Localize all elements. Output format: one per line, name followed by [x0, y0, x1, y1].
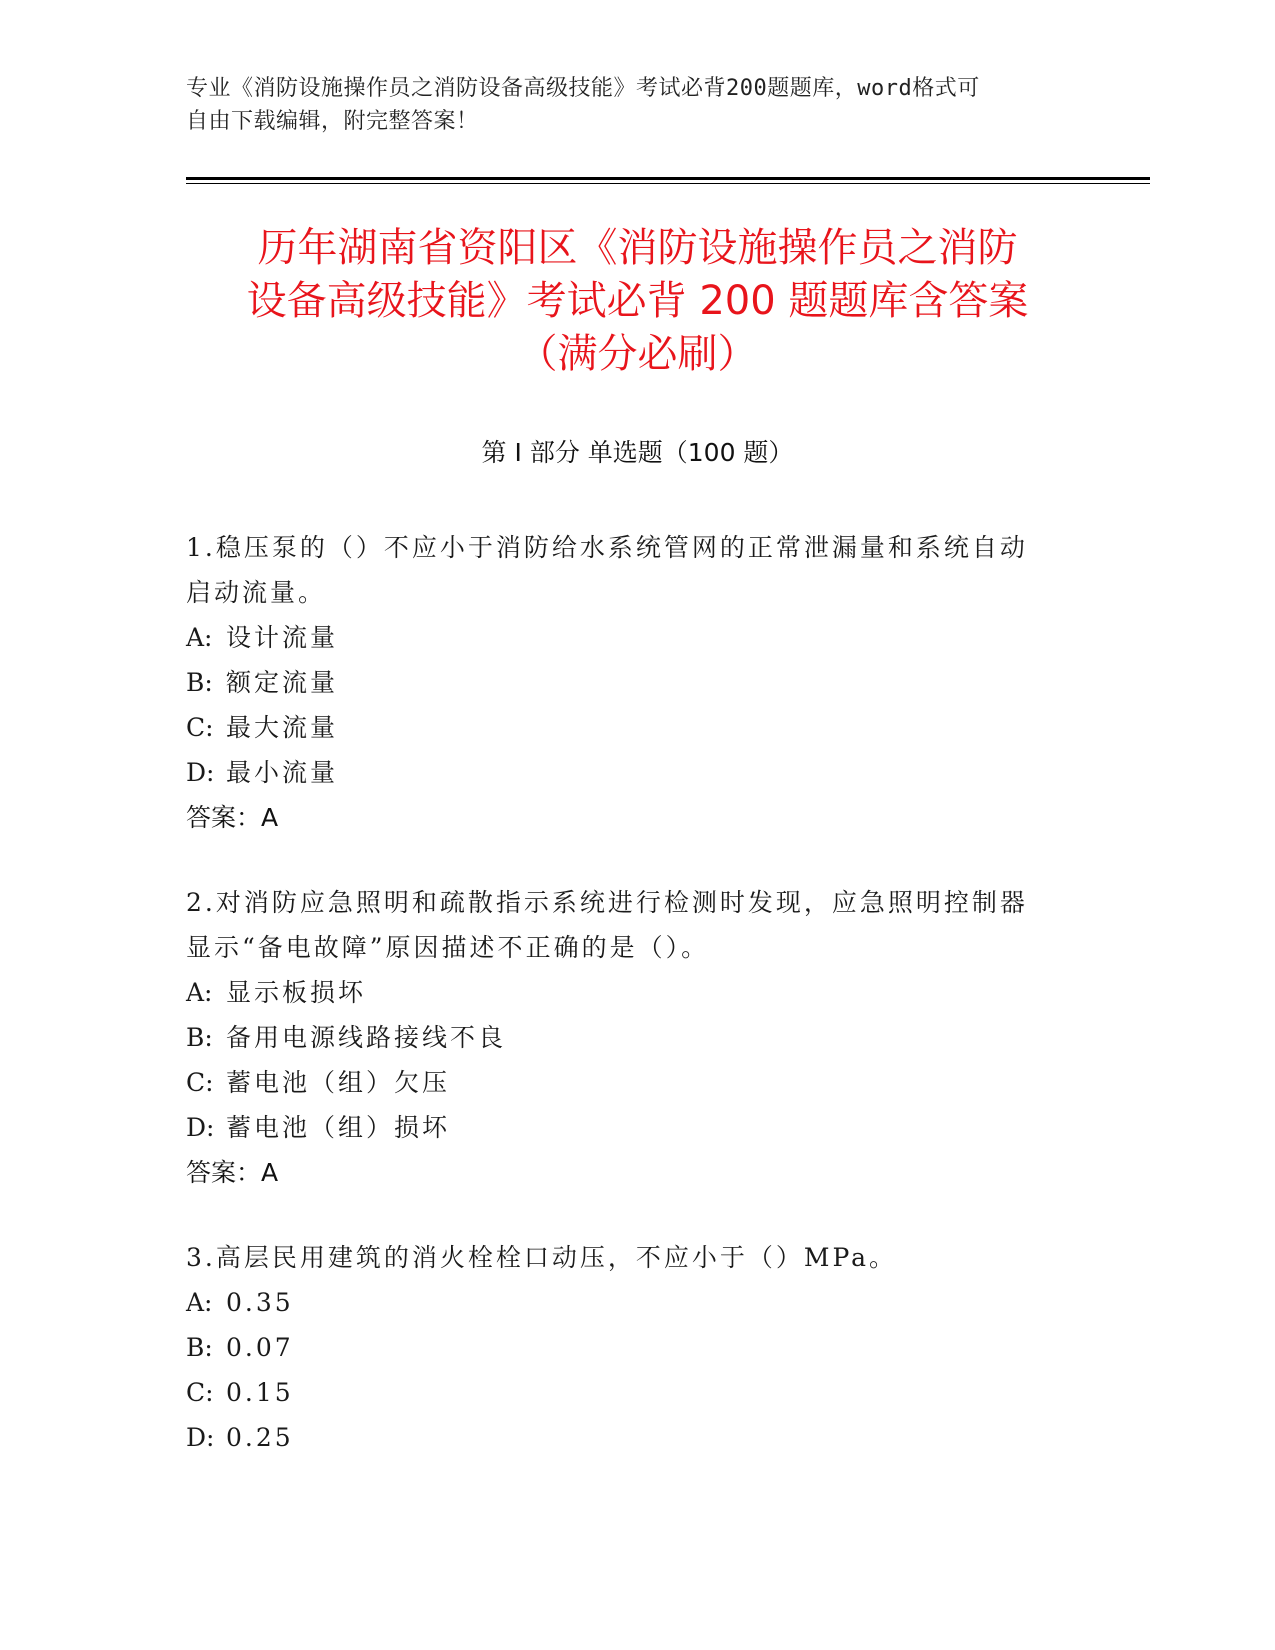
option-text: 0.25 [226, 1423, 294, 1452]
option-letter: D: [186, 758, 215, 787]
question-3 [186, 1235, 1086, 1460]
option-letter: C: [186, 1068, 214, 1097]
section-title: 第 I 部分 单选题（100 题） [481, 438, 794, 467]
question-list [186, 525, 1086, 1500]
option-a [186, 615, 1086, 660]
option-letter: C: [186, 1378, 214, 1407]
option-text: 最小流量 [226, 758, 339, 787]
option-letter: A: [186, 623, 213, 652]
header-divider-thin [186, 183, 1150, 184]
option-text: 0.35 [226, 1288, 294, 1317]
document-title [160, 222, 1115, 381]
option-b [186, 660, 1086, 705]
option-c [186, 1060, 1086, 1105]
document-title-line-2: 设备高级技能》考试必背 200 题题库含答案 [246, 278, 1029, 324]
option-text: 0.07 [226, 1333, 294, 1362]
question-text-line: 3.高层民用建筑的消火栓栓口动压，不应小于（）MPa。 [186, 1243, 898, 1272]
header-note-line-1: 专业《消防设施操作员之消防设备高级技能》考试必背200题题库，word格式可 [186, 76, 980, 101]
option-text: 0.15 [226, 1378, 294, 1407]
option-letter: A: [186, 978, 213, 1007]
option-text: 蓄电池（组）损坏 [226, 1113, 451, 1142]
option-a [186, 970, 1086, 1015]
option-letter: C: [186, 713, 214, 742]
question-text-line: 1.稳压泵的（）不应小于消防给水系统管网的正常泄漏量和系统自动 [186, 533, 1028, 562]
question-text-line: 显示“备电故障”原因描述不正确的是（）。 [186, 933, 710, 962]
option-text: 最大流量 [226, 713, 339, 742]
question-text-line: 2.对消防应急照明和疏散指示系统进行检测时发现，应急照明控制器 [186, 888, 1028, 917]
option-c [186, 705, 1086, 750]
question-1 [186, 525, 1086, 840]
option-text: 额定流量 [226, 668, 339, 697]
option-text: 显示板损坏 [226, 978, 367, 1007]
header-divider-thick [186, 177, 1150, 180]
option-letter: D: [186, 1423, 215, 1452]
header-note-line-2: 自由下载编辑，附完整答案！ [186, 109, 479, 134]
option-text: 设计流量 [226, 623, 339, 652]
option-text: 蓄电池（组）欠压 [226, 1068, 451, 1097]
question-2 [186, 880, 1086, 1195]
answer-line: 答案：A [186, 803, 279, 832]
option-d [186, 1105, 1086, 1150]
option-letter: B: [186, 1333, 213, 1362]
option-text: 备用电源线路接线不良 [226, 1023, 507, 1052]
option-letter: B: [186, 1023, 213, 1052]
option-c [186, 1370, 1086, 1415]
option-a [186, 1280, 1086, 1325]
answer-line: 答案：A [186, 1158, 279, 1187]
option-b [186, 1015, 1086, 1060]
option-letter: A: [186, 1288, 213, 1317]
question-text-line: 启动流量。 [186, 578, 327, 607]
option-letter: B: [186, 668, 213, 697]
option-d [186, 750, 1086, 795]
option-b [186, 1325, 1086, 1370]
header-note [186, 72, 1066, 138]
option-letter: D: [186, 1113, 215, 1142]
document-title-line-3: （满分必刷） [517, 331, 758, 377]
option-d [186, 1415, 1086, 1460]
document-title-line-1: 历年湖南省资阳区《消防设施操作员之消防 [257, 225, 1018, 271]
